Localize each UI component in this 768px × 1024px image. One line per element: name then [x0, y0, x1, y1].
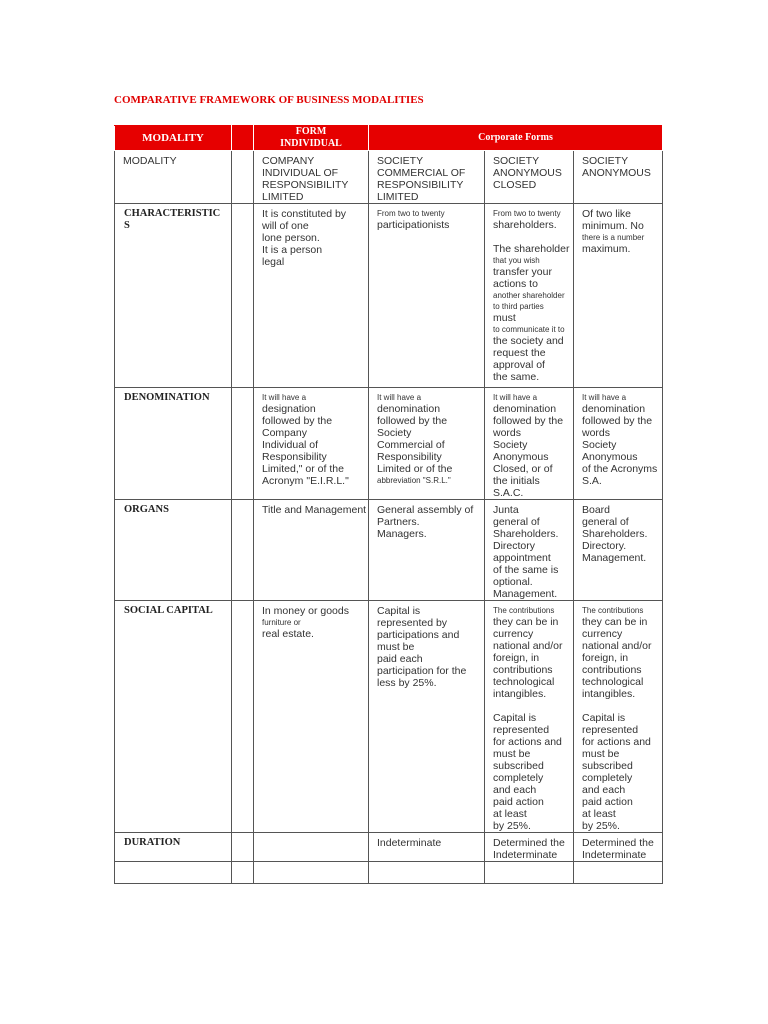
text-line: actions to	[493, 278, 538, 290]
header-blank	[232, 126, 254, 151]
text-line: subscribed	[493, 760, 544, 772]
text-line: approval of	[493, 359, 545, 371]
text-line: will of one	[262, 220, 309, 232]
text-line: technological	[582, 676, 644, 688]
cell-denomination-srl	[369, 388, 485, 500]
text-line: technological	[493, 676, 555, 688]
text-line: INDIVIDUAL OF	[262, 167, 339, 179]
text-line: contributions	[493, 664, 553, 676]
text-line: currency	[493, 628, 534, 640]
text-line: the society and	[493, 335, 564, 347]
text-line: Limited," or of the	[262, 463, 344, 475]
empty-cell	[115, 862, 232, 884]
blank-cell	[232, 500, 254, 601]
text-line: they can be in	[582, 616, 648, 628]
text-line: must	[493, 312, 516, 324]
text-line: represented	[493, 724, 550, 736]
text-line: SOCIETY	[582, 155, 629, 167]
text-line: denomination	[493, 403, 557, 415]
text-line: LIMITED	[262, 191, 304, 203]
text-line: Indeterminate	[582, 849, 647, 861]
text-line: Shareholders.	[493, 528, 559, 540]
cell-characteristics-sac	[485, 204, 574, 388]
small-text: It will have a	[582, 393, 627, 402]
small-text: From two to twenty	[377, 209, 445, 218]
text-line: subscribed	[582, 760, 633, 772]
text-line: Of two like	[582, 208, 632, 220]
text-line: request the	[493, 347, 546, 359]
text-line: ANONYMOUS	[582, 167, 651, 179]
row-label-denomination: DENOMINATION	[115, 388, 232, 500]
small-text: From two to twenty	[493, 209, 561, 218]
small-text: another shareholder	[493, 291, 565, 300]
text-line: Society	[582, 439, 617, 451]
text-line: general of	[582, 516, 629, 528]
blank-cell	[232, 601, 254, 833]
small-text: The contributions	[493, 606, 555, 615]
text-line: at least	[582, 808, 616, 820]
text-line: Acronym "E.I.R.L."	[262, 475, 349, 487]
text-line: designation	[262, 403, 316, 415]
empty-cell	[254, 862, 369, 884]
cell-organs-eirl	[254, 500, 369, 601]
cell-characteristics-eirl	[254, 204, 369, 388]
empty-cell	[369, 862, 485, 884]
row-label-characteristics	[115, 204, 232, 388]
text-line: Directory	[493, 540, 536, 552]
text-line: Responsibility	[262, 451, 327, 463]
text-line: COMMERCIAL OF	[377, 167, 466, 179]
blank-cell	[232, 833, 254, 862]
text-line: by 25%.	[582, 820, 620, 832]
text-line: contributions	[582, 664, 642, 676]
small-text: to third parties	[493, 302, 544, 311]
text-line: SOCIETY	[377, 155, 424, 167]
header-corporate-forms: Corporate Forms	[369, 126, 663, 151]
text-line: foreign, in	[582, 652, 629, 664]
text-line: ANONYMOUS	[493, 167, 562, 179]
text-line: Society	[493, 439, 528, 451]
cell-organs-srl	[369, 500, 485, 601]
header-form-line-1: FORM	[295, 126, 327, 137]
text-line: legal	[262, 256, 285, 268]
text-line: transfer your	[493, 266, 552, 278]
cell-modality-sa	[574, 151, 663, 204]
text-line: and each	[582, 784, 626, 796]
text-line: for actions and	[582, 736, 651, 748]
comparison-table	[114, 125, 663, 884]
blank-cell	[232, 151, 254, 204]
text-line: Capital is	[377, 605, 421, 617]
cell-modality-eirl	[254, 151, 369, 204]
row-label-social-capital: SOCIAL CAPITAL	[115, 601, 232, 833]
small-text: It will have a	[262, 393, 307, 402]
text-line: Management.	[582, 552, 647, 564]
text-line: Shareholders.	[582, 528, 648, 540]
cell-duration-sa	[574, 833, 663, 862]
text-line: participation for the	[377, 665, 467, 677]
text-line: paid each	[377, 653, 423, 665]
small-text: abbreviation "S.R.L."	[377, 476, 451, 485]
small-text: furniture or	[262, 618, 301, 627]
text-line: for actions and	[493, 736, 562, 748]
cell-social-capital-sac	[485, 601, 574, 833]
cell-modality-srl	[369, 151, 485, 204]
text-line: general of	[493, 516, 540, 528]
text-line: The shareholder	[493, 243, 570, 255]
cell-duration-eirl	[254, 833, 369, 862]
text-line: of the Acronyms	[582, 463, 658, 475]
cell-duration-sac	[485, 833, 574, 862]
text-line: denomination	[582, 403, 646, 415]
text-line: General assembly of	[377, 504, 474, 516]
blank-cell	[232, 204, 254, 388]
text-line: represented	[582, 724, 639, 736]
text-line: paid action	[582, 796, 633, 808]
header-modality: MODALITY	[115, 126, 232, 151]
text-line: foreign, in	[493, 652, 540, 664]
text-line: optional.	[493, 576, 533, 588]
cell-organs-sac	[485, 500, 574, 601]
text-line: Management.	[493, 588, 558, 600]
cell-denomination-sac	[485, 388, 574, 500]
text-line: Responsibility	[377, 451, 442, 463]
cell-social-capital-eirl	[254, 601, 369, 833]
text-line: completely	[582, 772, 633, 784]
text-line: must be	[377, 641, 415, 653]
text-line: Anonymous	[582, 451, 638, 463]
empty-cell	[232, 862, 254, 884]
label-line: CHARACTERISTIC	[124, 208, 221, 219]
spacer	[493, 231, 573, 243]
document-title: COMPARATIVE FRAMEWORK OF BUSINESS MODALITIES	[114, 94, 424, 106]
text-line: national and/or	[493, 640, 563, 652]
table-row-empty	[115, 862, 663, 884]
text-line: Junta	[493, 504, 519, 516]
text-line: appointment	[493, 552, 551, 564]
text-line: intangibles.	[582, 688, 636, 700]
table-row-social-capital	[115, 601, 663, 833]
text-line: participationists	[377, 219, 450, 231]
text-line: RESPONSIBILITY	[262, 179, 349, 191]
cell-denomination-eirl	[254, 388, 369, 500]
text-line: paid action	[493, 796, 544, 808]
cell-characteristics-srl	[369, 204, 485, 388]
table-row-duration	[115, 833, 663, 862]
text-line: Anonymous	[493, 451, 549, 463]
text-line: Title and Management	[262, 504, 367, 516]
cell-social-capital-srl	[369, 601, 485, 833]
spacer	[582, 700, 662, 712]
text-line: completely	[493, 772, 544, 784]
text-line: followed by the	[582, 415, 653, 427]
text-line: represented by	[377, 617, 448, 629]
text-line: followed by the	[493, 415, 564, 427]
text-line: Directory.	[582, 540, 627, 552]
text-line: the initials	[493, 475, 540, 487]
text-line: RESPONSIBILITY	[377, 179, 464, 191]
header-form-line-2: INDIVIDUAL	[280, 138, 342, 149]
text-line: Determined the	[493, 837, 565, 849]
text-line: intangibles.	[493, 688, 547, 700]
text-line: Individual of	[262, 439, 319, 451]
text-line: of the same is	[493, 564, 559, 576]
text-line: Indeterminate	[493, 849, 558, 861]
cell-modality-sac	[485, 151, 574, 204]
empty-cell	[485, 862, 574, 884]
text-line: maximum.	[582, 243, 631, 255]
text-line: denomination	[377, 403, 441, 415]
row-label-organs: ORGANS	[115, 500, 232, 601]
text-line: lone person.	[262, 232, 320, 244]
table-row-modality	[115, 151, 663, 204]
text-line: Capital is	[582, 712, 626, 724]
text-line: Partners.	[377, 516, 420, 528]
text-line: less by 25%.	[377, 677, 437, 689]
text-line: followed by the	[262, 415, 333, 427]
header-form-individual	[254, 126, 369, 151]
text-line: at least	[493, 808, 527, 820]
text-line: national and/or	[582, 640, 652, 652]
table-header-row	[115, 126, 663, 151]
table-row-organs	[115, 500, 663, 601]
empty-cell	[574, 862, 663, 884]
text-line: real estate.	[262, 628, 314, 640]
cell-denomination-sa	[574, 388, 663, 500]
cell-social-capital-sa	[574, 601, 663, 833]
text-line: by 25%.	[493, 820, 531, 832]
text-line: must be	[493, 748, 531, 760]
text-line: Determined the	[582, 837, 654, 849]
text-line: Managers.	[377, 528, 427, 540]
text-line: the same.	[493, 371, 540, 383]
text-line: S.A.C.	[493, 487, 524, 499]
small-text: to communicate it to	[493, 325, 565, 334]
text-line: words	[493, 427, 522, 439]
text-line: SOCIETY	[493, 155, 540, 167]
text-line: S.A.	[582, 475, 602, 487]
text-line: Limited or of the	[377, 463, 453, 475]
text-line: Indeterminate	[377, 837, 442, 849]
small-text: It will have a	[493, 393, 538, 402]
text-line: must be	[582, 748, 620, 760]
text-line: shareholders.	[493, 219, 557, 231]
text-line: participations and	[377, 629, 460, 641]
text-line: Society	[377, 427, 412, 439]
table-row-denomination	[115, 388, 663, 500]
text-line: Capital is	[493, 712, 537, 724]
text-line: and each	[493, 784, 537, 796]
small-text: The contributions	[582, 606, 644, 615]
table-row-characteristics	[115, 204, 663, 388]
small-text: that you wish	[493, 256, 540, 265]
cell-characteristics-sa	[574, 204, 663, 388]
cell-organs-sa	[574, 500, 663, 601]
label-line: S	[124, 220, 130, 231]
text-line: It is constituted by	[262, 208, 347, 220]
row-label-duration: DURATION	[115, 833, 232, 862]
spacer	[493, 700, 573, 712]
text-line: Board	[582, 504, 611, 516]
text-line: In money or goods	[262, 605, 349, 617]
text-line: words	[582, 427, 611, 439]
text-line: LIMITED	[377, 191, 419, 203]
small-text: It will have a	[377, 393, 422, 402]
text-line: they can be in	[493, 616, 559, 628]
text-line: Closed, or of	[493, 463, 553, 475]
row-label-modality: MODALITY	[115, 151, 232, 204]
cell-duration-srl	[369, 833, 485, 862]
text-line: CLOSED	[493, 179, 537, 191]
text-line: COMPANY	[262, 155, 315, 167]
text-line: followed by the	[377, 415, 448, 427]
text-line: Company	[262, 427, 307, 439]
text-line: It is a person	[262, 244, 323, 256]
text-line: currency	[582, 628, 623, 640]
text-line: minimum. No	[582, 220, 644, 232]
text-line: Commercial of	[377, 439, 445, 451]
small-text: there is a number	[582, 233, 645, 242]
blank-cell	[232, 388, 254, 500]
